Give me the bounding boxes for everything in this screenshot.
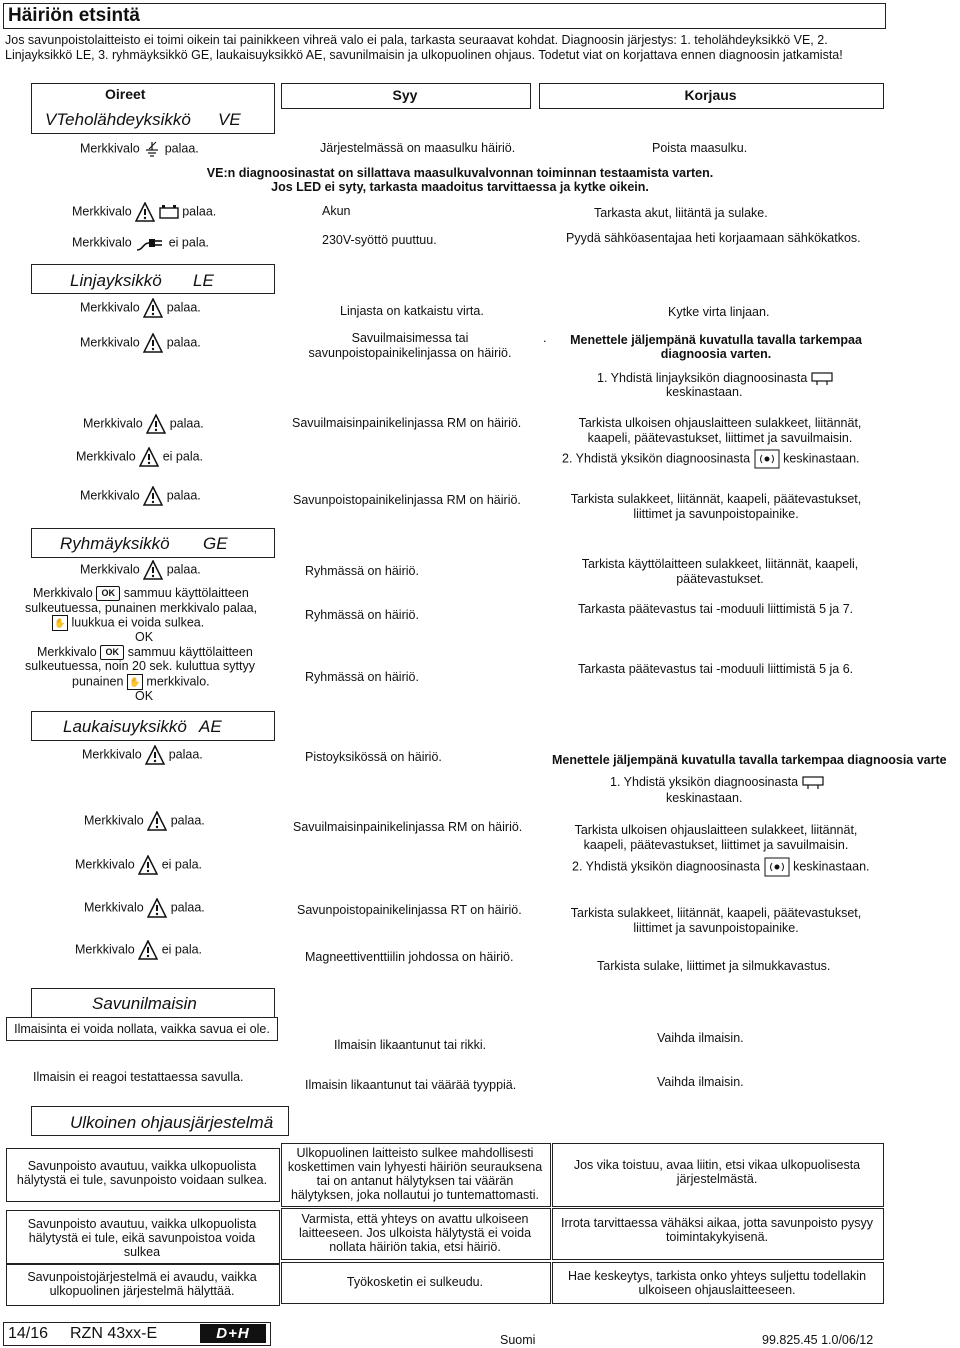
ae-row4-cause: Savunpoistopainikelinjassa RT on häiriö. (297, 903, 522, 917)
ge-row2-line4: OK (135, 630, 154, 644)
ae-row1-cause: Pistoyksikössä on häiriö. (305, 750, 442, 764)
ae-title: Laukaisuyksikkö (63, 717, 187, 736)
ae-row2-fix-2: kaapeli, päätevastukset, liittimet ja savuilmaisin. (583, 838, 849, 852)
warning-triangle-icon (143, 560, 163, 580)
external-row3-symptom-1: Savunpoistojärjestelmä ei avaudu, vaikka (27, 1270, 257, 1284)
le-row3-symptom: Merkkivalo palaa. (83, 414, 204, 434)
external-row2-cause-1: Varmista, että yhteys on avattu ulkoiseen (301, 1212, 529, 1226)
detector-row1-symptom: Ilmaisinta ei voida nollata, vaikka savua ei ole. (6, 1017, 278, 1041)
le-row1-cause: Linjasta on katkaistu virta. (340, 304, 484, 318)
ve-note-2: Jos LED ei syty, tarkasta maadoitus tarvittaessa ja kytke oikein. (271, 180, 649, 194)
ve-row3-fix: Pyydä sähköasentajaa heti korjaamaan sähkökatkos. (566, 231, 861, 245)
ve-row2-fix: Tarkasta akut, liitäntä ja sulake. (594, 206, 768, 220)
external-row2-symptom-2: hälytystä ei tule, eikä savunpoistoa voida (28, 1231, 256, 1245)
ge-row2-fix: Tarkasta päätevastus tai -moduuli liittimistä 5 ja 7. (578, 602, 854, 616)
footer-page: 14/16 (8, 1325, 49, 1342)
ge-row3-line1: Merkkivalo OK sammuu käyttölaitteen (37, 645, 253, 659)
warning-triangle-icon (145, 745, 165, 765)
warning-triangle-icon (135, 202, 155, 222)
ae-row1-fix-3: keskinastaan. (666, 791, 743, 805)
ae-row3-fix: 2. Yhdistä yksikön diagnoosinasta keskinastaan. (572, 857, 870, 877)
ge-row1-cause: Ryhmässä on häiriö. (305, 564, 419, 578)
external-title: Ulkoinen ohjausjärjestelmä (70, 1113, 274, 1132)
warning-triangle-icon (143, 298, 163, 318)
le-row4-symptom: Merkkivalo ei pala. (76, 447, 203, 467)
le-row2-symptom: Merkkivalo palaa. (80, 333, 201, 353)
ge-title: Ryhmäyksikkö (60, 534, 170, 553)
detector-row1-fix: Vaihda ilmaisin. (657, 1031, 744, 1045)
ae-row2-symptom: Merkkivalo palaa. (84, 811, 205, 831)
detector-title: Savunilmaisin (92, 994, 197, 1013)
external-row2-cause-2: laitteeseen. Jos ulkoista hälytystä ei voida (298, 1226, 532, 1240)
column-symptoms-label: Oireet (105, 86, 146, 102)
ge-row2-line2: sulkeutuessa, punainen merkkivalo palaa, (25, 601, 258, 615)
warning-triangle-icon (139, 447, 159, 467)
warning-triangle-icon (143, 333, 163, 353)
ae-row5-cause: Magneettiventtiilin johdossa on häiriö. (305, 950, 514, 964)
external-row1-cause-2: koskettimen vain lyhyesti häiriön seurauksena (287, 1160, 543, 1174)
le-row1-fix: Kytke virta linjaan. (668, 305, 770, 319)
le-row2-fix-1: Menettele jäljempänä kuvatulla tavalla tarkempaa (570, 333, 862, 347)
external-row1-cause-4: hälytyksen, joka nollautui jo tuntemattomasti. (290, 1188, 540, 1202)
ae-row1-fix-2: 1. Yhdistä yksikön diagnoosinasta (610, 775, 824, 790)
intro-line-1: Jos savunpoistolaitteisto ei toimi oikein tai painikkeen vihreä valo ei pala, tarkasta seuraavat kohdat. Diagnoosin järjestys: 1. teholähdeyksikkö VE, 2. (5, 33, 828, 47)
page-title: Häiriön etsintä (8, 5, 140, 26)
ae-code: AE (199, 717, 222, 736)
footer-language: Suomi (500, 1333, 536, 1347)
detector-row2-symptom: Ilmaisin ei reagoi testattaessa savulla. (33, 1070, 244, 1084)
le-row2-dot: . (543, 331, 547, 345)
warning-triangle-icon (138, 855, 158, 875)
ae-row4-fix-2: liittimet ja savunpoistopainike. (633, 921, 799, 935)
ae-row1-symptom: Merkkivalo palaa. (82, 745, 203, 765)
power-plug-icon (135, 234, 165, 252)
manual-operation-icon: ✋ (52, 615, 68, 631)
column-cause-label: Syy (392, 87, 418, 103)
external-row3-symptom-2: ulkopuolinen järjestelmä hälyttää. (49, 1284, 235, 1298)
ge-row1-fix-1: Tarkista käyttölaitteen sulakkeet, liitännät, kaapeli, (581, 557, 859, 571)
external-row2-cause-3: nollata häiriön takia, etsi häiriö. (329, 1240, 501, 1254)
le-row4-fix: 2. Yhdistä yksikön diagnoosinasta keskinastaan. (562, 449, 860, 469)
center-pin-icon (754, 449, 780, 469)
le-code: LE (193, 271, 214, 290)
ae-row4-symptom: Merkkivalo palaa. (84, 898, 205, 918)
detector-row2-cause: Ilmaisin likaantunut tai väärää tyyppiä. (305, 1078, 517, 1092)
center-pin-icon (764, 857, 790, 877)
ve-row3-symptom: Merkkivalo ei pala. (72, 234, 209, 252)
ae-row3-symptom: Merkkivalo ei pala. (75, 855, 202, 875)
ve-row2-cause: Akun (322, 204, 351, 218)
ve-row3-cause: 230V-syöttö puuttuu. (322, 233, 437, 247)
ae-row4-fix-1: Tarkista sulakkeet, liitännät, kaapeli, päätevastukset, (570, 906, 862, 920)
ve-row2-symptom: Merkkivalo palaa. (72, 202, 216, 222)
external-row3-fix-1: Hae keskeytys, tarkista onko yhteys suljettu todellakin (567, 1269, 867, 1283)
battery-icon (159, 205, 179, 219)
ae-row2-cause: Savuilmaisinpainikelinjassa RM on häiriö. (293, 820, 523, 834)
ve-code: VE (218, 110, 241, 129)
external-row1-fix-2: järjestelmästä. (676, 1172, 758, 1186)
ge-row3-line2: sulkeutuessa, noin 20 sek. kuluttua syttyy (25, 659, 255, 673)
ok-button-icon: OK (100, 645, 124, 660)
le-row5-fix-1: Tarkista sulakkeet, liitännät, kaapeli, päätevastukset, (570, 492, 862, 506)
ve-row1-fix: Poista maasulku. (652, 141, 748, 155)
ve-note-1: VE:n diagnoosinastat on sillattava maasulkuvalvonnan toiminnan testaamista varten. (206, 166, 714, 180)
diagnosis-pin-icon (802, 776, 824, 790)
ge-row2-line1: Merkkivalo OK sammuu käyttölaitteen (33, 586, 249, 600)
external-row2-fix-1: Irrota tarvittaessa vähäksi aikaa, jotta savunpoisto pysyy (561, 1216, 873, 1230)
footer-brand-logo: D+H (200, 1324, 266, 1343)
ok-button-icon: OK (96, 586, 120, 601)
external-row1-symptom-1: Savunpoisto avautuu, vaikka ulkopuolista (27, 1159, 257, 1173)
column-fix-label: Korjaus (684, 87, 737, 103)
ve-title: VTeholähdeyksikkö (45, 110, 191, 129)
ge-row3-line3: punainen ✋ merkkivalo. (72, 674, 210, 689)
external-row1-cause-3: tai on antanut hälytyksen tai väärän (316, 1174, 514, 1188)
ae-row5-symptom: Merkkivalo ei pala. (75, 940, 202, 960)
le-row5-fix-2: liittimet ja savunpoistopainike. (633, 507, 799, 521)
external-row1-symptom-2: hälytystä ei tule, savunpoisto voidaan sulkea. (16, 1173, 268, 1187)
external-row3-fix-2: ulkoiseen ohjauslaitteeseen. (638, 1283, 796, 1297)
detector-row2-fix: Vaihda ilmaisin. (657, 1075, 744, 1089)
external-row2-symptom-1: Savunpoisto avautuu, vaikka ulkopuolista (27, 1217, 257, 1231)
le-row2-fix-2: diagnoosia varten. (660, 347, 772, 361)
warning-triangle-icon (143, 486, 163, 506)
external-row3-cause-1: Työkosketin ei sulkeudu. (346, 1275, 484, 1289)
ge-row1-symptom: Merkkivalo palaa. (80, 560, 201, 580)
ge-row3-cause: Ryhmässä on häiriö. (305, 670, 419, 684)
ge-row2-line3: ✋ luukkua ei voida sulkea. (52, 615, 204, 631)
le-row2-fix-4: keskinastaan. (666, 385, 743, 399)
le-row5-symptom: Merkkivalo palaa. (80, 486, 201, 506)
external-row1-cause-1: Ulkopuolinen laitteisto sulkee mahdollisesti (296, 1146, 534, 1160)
ge-row3-fix: Tarkasta päätevastus tai -moduuli liittimistä 5 ja 6. (578, 662, 854, 676)
external-row2-fix-2: toimintakykyisenä. (665, 1230, 769, 1244)
warning-triangle-icon (146, 414, 166, 434)
ge-row1-fix-2: päätevastukset. (676, 572, 764, 586)
ge-row3-line4: OK (135, 689, 154, 703)
warning-triangle-icon (138, 940, 158, 960)
warning-triangle-icon (147, 811, 167, 831)
le-row3-cause: Savuilmaisinpainikelinjassa RM on häiriö. (292, 416, 522, 430)
external-row1-fix-1: Jos vika toistuu, avaa liitin, etsi vikaa ulkopuolisesta (573, 1158, 861, 1172)
warning-triangle-icon (147, 898, 167, 918)
le-row2-fix-3: 1. Yhdistä linjayksikön diagnoosinasta (597, 371, 833, 386)
intro-line-2: Linjayksikkö LE, 3. ryhmäyksikkö GE, laukaisuyksikkö AE, savunilmaisin ja ulkopuolinen ohjaus. Todetut viat on korjattava ennen diagnoosin jatkamista! (5, 48, 843, 62)
le-row2-cause-2: savunpoistopainikelinjassa on häiriö. (308, 346, 512, 360)
ae-row1-fix-1: Menettele jäljempänä kuvatulla tavalla tarkempaa diagnoosia varte (552, 753, 947, 767)
le-row5-cause: Savunpoistopainikelinjassa RM on häiriö. (293, 493, 521, 507)
ve-row1-cause: Järjestelmässä on maasulku häiriö. (320, 141, 516, 155)
ae-row5-fix: Tarkista sulake, liittimet ja silmukkavastus. (597, 959, 831, 973)
le-row3-fix-2: kaapeli, päätevastukset, liittimet ja savuilmaisin. (587, 431, 853, 445)
manual-operation-icon: ✋ (127, 674, 143, 690)
le-title: Linjayksikkö (70, 271, 162, 290)
le-row2-cause-1: Savuilmaisimessa tai (351, 331, 469, 345)
ge-code: GE (203, 534, 228, 553)
external-row2-symptom-3: sulkea (123, 1245, 161, 1259)
ground-fault-icon (143, 141, 161, 157)
ae-row2-fix-1: Tarkista ulkoisen ohjauslaitteen sulakkeet, liitännät, (574, 823, 858, 837)
le-row3-fix-1: Tarkista ulkoisen ohjauslaitteen sulakkeet, liitännät, (578, 416, 862, 430)
ge-row2-cause: Ryhmässä on häiriö. (305, 608, 419, 622)
footer-model: RZN 43xx-E (70, 1325, 158, 1342)
diagnosis-pin-icon (811, 372, 833, 386)
le-row1-symptom: Merkkivalo palaa. (80, 298, 201, 318)
detector-row1-cause: Ilmaisin likaantunut tai rikki. (334, 1038, 487, 1052)
footer-doc-no: 99.825.45 1.0/06/12 (762, 1333, 874, 1347)
ve-row1-symptom: Merkkivalo palaa. (80, 141, 199, 156)
